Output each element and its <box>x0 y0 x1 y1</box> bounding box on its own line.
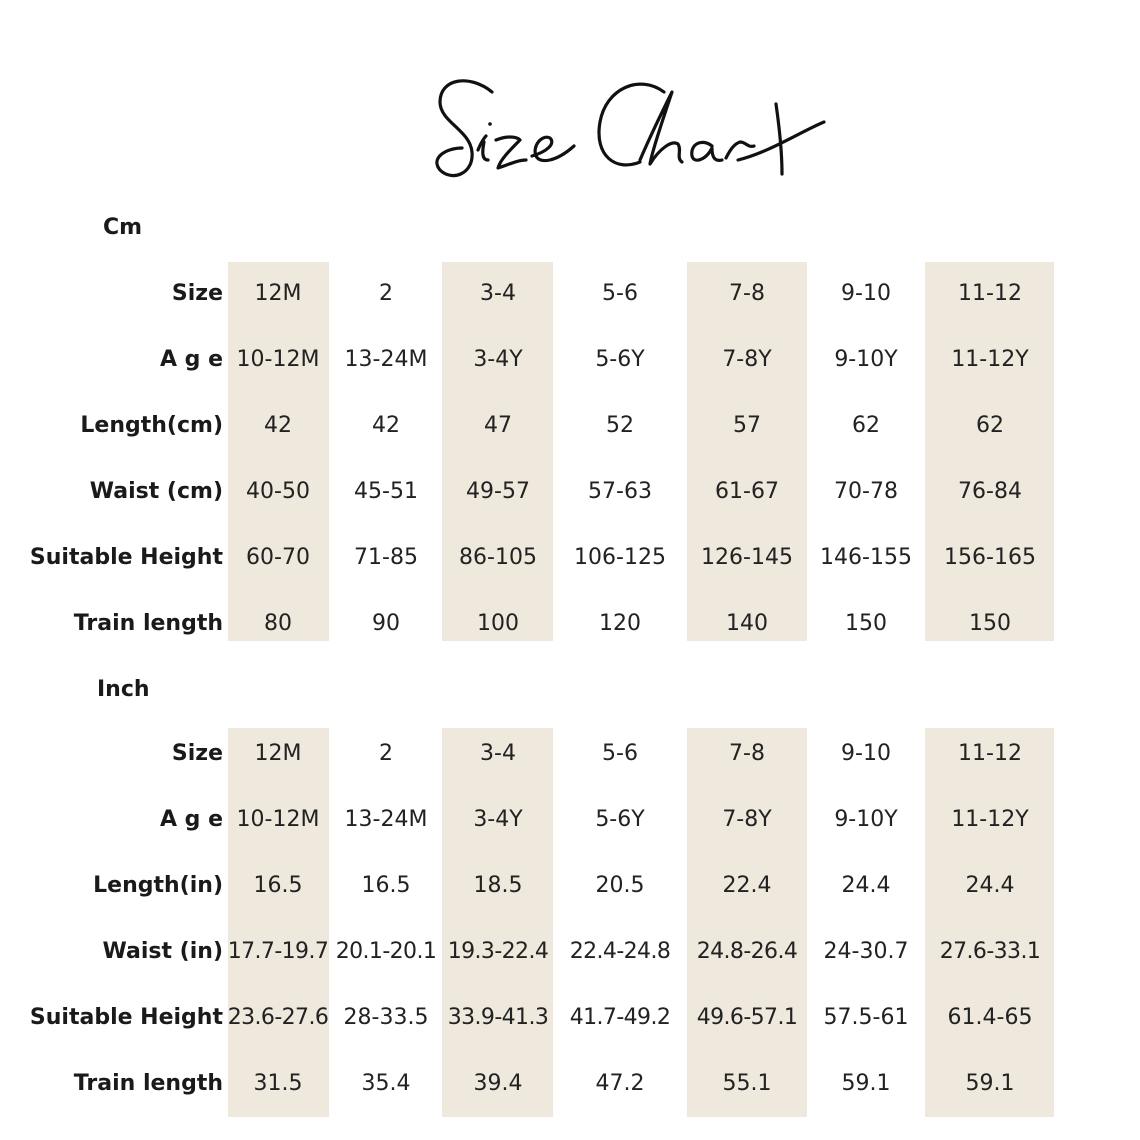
table-cell: 2 <box>379 281 393 306</box>
table-cell: 106-125 <box>574 545 666 570</box>
table-cell: 52 <box>606 413 634 438</box>
table-cell: 57-63 <box>588 479 652 504</box>
table-cell: 22.4-24.8 <box>569 939 671 964</box>
table-cell: 24.4 <box>841 873 891 898</box>
table-cell: 10-12M <box>236 347 320 372</box>
table-cell: 49.6-57.1 <box>696 1005 798 1030</box>
row-label-age: A g e <box>159 347 223 372</box>
table-cell: 10-12M <box>236 807 320 832</box>
table-cell: 5-6Y <box>595 347 645 372</box>
table-cell: 57.5-61 <box>823 1005 909 1030</box>
size-chart-script-lettering <box>0 52 1140 202</box>
table-cell: 150 <box>845 611 887 636</box>
table-cell: 28-33.5 <box>343 1005 429 1030</box>
table-cell: 90 <box>372 611 400 636</box>
table-cell: 80 <box>264 611 292 636</box>
table-cell: 23.6-27.6 <box>227 1005 329 1030</box>
row-label-length: Length(cm) <box>80 413 223 438</box>
row-label-age: A g e <box>159 807 223 832</box>
table-cell: 24.8-26.4 <box>696 939 798 964</box>
table-cell: 12M <box>254 281 302 306</box>
column-band <box>228 262 329 641</box>
table-cell: 49-57 <box>466 479 530 504</box>
table-cell: 47 <box>484 413 512 438</box>
table-cell: 16.5 <box>361 873 411 898</box>
row-label-size: Size <box>171 281 223 306</box>
table-cell: 27.6-33.1 <box>939 939 1041 964</box>
row-label-suitable-height: Suitable Height <box>29 545 223 570</box>
table-cell: 70-78 <box>834 479 898 504</box>
table-cell: 146-155 <box>820 545 912 570</box>
table-cell: 11-12 <box>958 741 1022 766</box>
table-cell: 71-85 <box>354 545 418 570</box>
table-cell: 9-10 <box>841 281 891 306</box>
table-cell: 11-12Y <box>951 347 1029 372</box>
table-cell: 5-6 <box>602 281 638 306</box>
column-band <box>925 728 1054 1117</box>
size-chart-title <box>0 52 1140 202</box>
table-cell: 9-10 <box>841 741 891 766</box>
table-cell: 3-4Y <box>473 807 523 832</box>
table-cell: 12M <box>254 741 302 766</box>
section-label-cm: Cm <box>103 215 143 240</box>
table-cell: 17.7-19.7 <box>227 939 329 964</box>
table-cell: 100 <box>477 611 519 636</box>
table-cell: 20.1-20.1 <box>335 939 437 964</box>
table-cell: 76-84 <box>958 479 1022 504</box>
table-cell: 3-4 <box>480 741 516 766</box>
table-cell: 13-24M <box>344 807 428 832</box>
table-cell: 24-30.7 <box>823 939 909 964</box>
table-cell: 2 <box>379 741 393 766</box>
table-cell: 7-8Y <box>722 807 772 832</box>
table-cell: 7-8 <box>729 741 765 766</box>
table-cell: 42 <box>372 413 400 438</box>
table-cell: 7-8 <box>729 281 765 306</box>
table-cell: 150 <box>969 611 1011 636</box>
table-cell: 55.1 <box>722 1071 772 1096</box>
row-label-size: Size <box>171 741 223 766</box>
table-cell: 33.9-41.3 <box>447 1005 549 1030</box>
row-label-length: Length(in) <box>93 873 223 898</box>
table-cell: 13-24M <box>344 347 428 372</box>
table-cell: 16.5 <box>253 873 303 898</box>
table-cell: 3-4Y <box>473 347 523 372</box>
table-cell: 59.1 <box>965 1071 1015 1096</box>
table-cell: 60-70 <box>246 545 310 570</box>
column-band <box>925 262 1054 641</box>
section-label-inch: Inch <box>97 677 150 702</box>
table-cell: 59.1 <box>841 1071 891 1096</box>
row-label-train-length: Train length <box>73 1071 223 1096</box>
table-cell: 61-67 <box>715 479 779 504</box>
table-cell: 18.5 <box>473 873 523 898</box>
table-cell: 35.4 <box>361 1071 411 1096</box>
row-label-suitable-height: Suitable Height <box>29 1005 223 1030</box>
table-cell: 31.5 <box>253 1071 303 1096</box>
table-cell: 7-8Y <box>722 347 772 372</box>
table-cell: 11-12Y <box>951 807 1029 832</box>
table-cell: 62 <box>852 413 880 438</box>
table-cell: 5-6 <box>602 741 638 766</box>
table-cell: 140 <box>726 611 768 636</box>
column-band <box>687 262 807 641</box>
table-cell: 20.5 <box>595 873 645 898</box>
table-cell: 9-10Y <box>834 807 898 832</box>
table-cell: 11-12 <box>958 281 1022 306</box>
table-cell: 40-50 <box>246 479 310 504</box>
table-cell: 120 <box>599 611 641 636</box>
table-cell: 61.4-65 <box>947 1005 1033 1030</box>
table-cell: 9-10Y <box>834 347 898 372</box>
table-cell: 57 <box>733 413 761 438</box>
row-label-waist: Waist (in) <box>102 939 223 964</box>
column-band <box>442 262 553 641</box>
table-cell: 126-145 <box>701 545 793 570</box>
table-cell: 5-6Y <box>595 807 645 832</box>
table-cell: 24.4 <box>965 873 1015 898</box>
table-cell: 42 <box>264 413 292 438</box>
row-label-waist: Waist (cm) <box>89 479 223 504</box>
table-cell: 86-105 <box>459 545 537 570</box>
table-cell: 45-51 <box>354 479 418 504</box>
table-cell: 62 <box>976 413 1004 438</box>
column-band <box>687 728 807 1117</box>
table-cell: 22.4 <box>722 873 772 898</box>
row-label-train-length: Train length <box>73 611 223 636</box>
column-band <box>442 728 553 1117</box>
table-cell: 47.2 <box>595 1071 645 1096</box>
table-cell: 3-4 <box>480 281 516 306</box>
column-band <box>228 728 329 1117</box>
table-cell: 19.3-22.4 <box>447 939 549 964</box>
table-cell: 41.7-49.2 <box>569 1005 671 1030</box>
table-cell: 39.4 <box>473 1071 523 1096</box>
table-cell: 156-165 <box>944 545 1036 570</box>
